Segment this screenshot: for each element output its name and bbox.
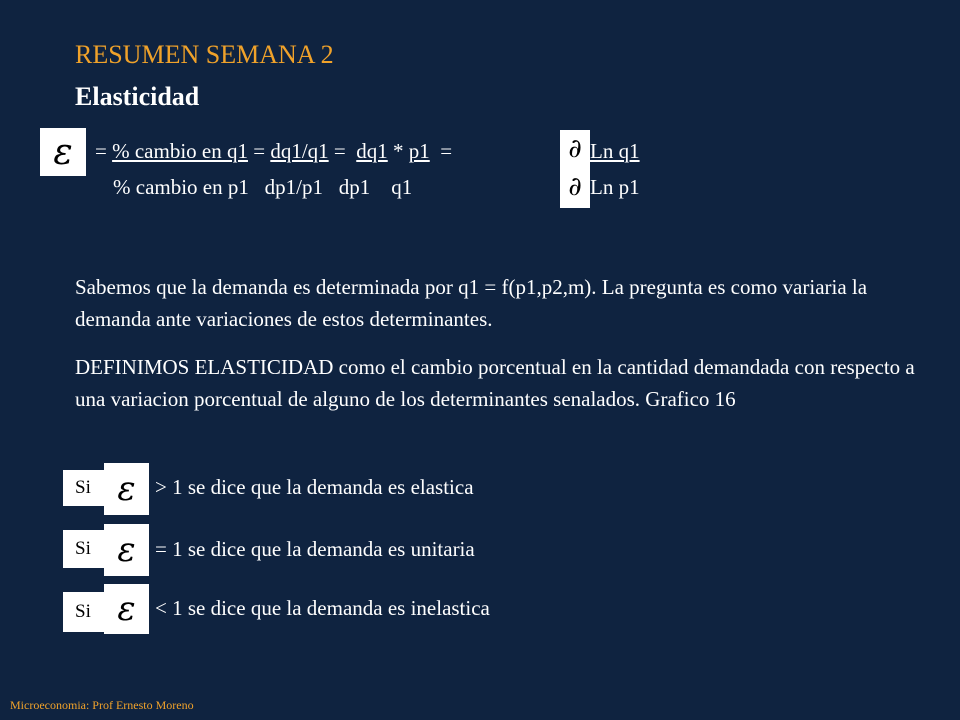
formula-numerator [95, 139, 452, 163]
equals-sign: = [95, 139, 107, 163]
equals-sign: = [333, 139, 346, 163]
condition-inelastic: < 1 se dice que la demanda es inelastica [155, 596, 490, 620]
equals-sign: = [253, 139, 266, 163]
condition-unitary: = 1 se dice que la demanda es unitaria [155, 537, 475, 561]
epsilon-symbol-box [104, 524, 149, 576]
epsilon-symbol-box [104, 463, 149, 515]
partial-derivative-box [560, 130, 590, 208]
epsilon-symbol: ε [53, 131, 73, 173]
numerator-ln-q1: Ln q1 [590, 139, 640, 163]
numerator-p1: p1 [408, 139, 430, 163]
paragraph-demand: Sabemos que la demanda es determinada por q1 = f(p1,p2,m). La pregunta es como variaria la demanda ante variaciones de estos determinantes. [75, 275, 868, 331]
denominator-percent-change-p1: % cambio en p1 [113, 175, 249, 199]
formula-denominator [113, 175, 412, 199]
paragraph-definition: DEFINIMOS ELASTICIDAD como el cambio porcentual en la cantidad demandada con respecto a una variacion porcentual de alguno de los determinantes senalados. Grafico 16 [75, 355, 915, 411]
denominator-dp1: dp1 [338, 175, 371, 199]
si-label-box [63, 592, 107, 632]
epsilon-symbol: ε [117, 469, 136, 509]
epsilon-symbol-box [104, 584, 149, 634]
denominator-ratio: dp1/p1 [264, 175, 323, 199]
epsilon-symbol: ε [117, 530, 136, 570]
numerator-ratio: dq1/q1 [270, 139, 329, 163]
si-label-box [63, 530, 107, 568]
denominator-ln-p1: Ln p1 [590, 175, 640, 199]
epsilon-symbol-box [40, 128, 86, 176]
epsilon-symbol: ε [117, 589, 136, 629]
slide-title: RESUMEN SEMANA 2 [75, 40, 334, 69]
si-label: Si [75, 477, 91, 498]
partial-top-icon: ∂ [568, 134, 582, 164]
numerator-percent-change-q1: % cambio en q1 [112, 139, 248, 163]
si-label: Si [75, 601, 91, 622]
denominator-q1: q1 [391, 175, 413, 199]
condition-elastic: > 1 se dice que la demanda es elastica [155, 475, 474, 499]
numerator-dq1: dq1 [356, 139, 388, 163]
si-label: Si [75, 538, 91, 559]
footer-credit: Microeconomia: Prof Ernesto Moreno [10, 698, 194, 712]
partial-bottom-icon: ∂ [568, 172, 582, 202]
equals-sign: = [440, 139, 453, 163]
times-sign: * [393, 139, 404, 163]
slide-subtitle: Elasticidad [75, 82, 200, 111]
si-label-box [63, 470, 107, 506]
